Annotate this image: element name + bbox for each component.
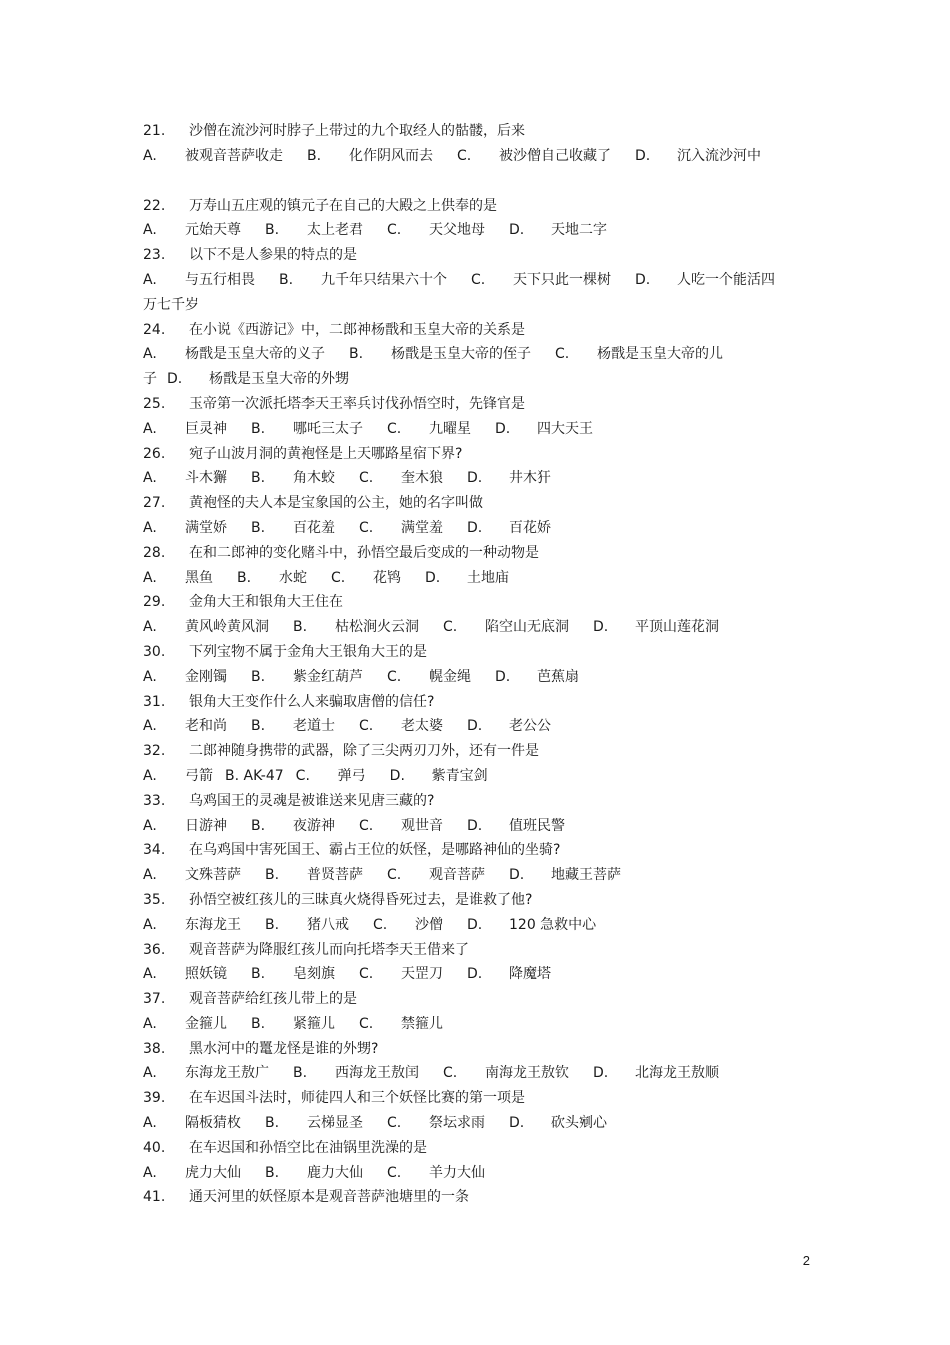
question-40-options: A. 虎力大仙 B. 鹿力大仙 C. 羊力大仙 <box>143 1164 485 1181</box>
question-33-options: A. 日游神 B. 夜游神 C. 观世音 D. 值班民警 <box>143 817 565 834</box>
question-37: 37. 观音菩萨给红孩儿带上的是 <box>143 991 357 1008</box>
question-31-options: A. 老和尚 B. 老道士 C. 老太婆 D. 老公公 <box>143 718 551 735</box>
question-27: 27. 黄袍怪的夫人本是宝象国的公主，她的名字叫做 <box>143 495 483 512</box>
question-22-options: A. 元始天尊 B. 太上老君 C. 天父地母 D. 天地二字 <box>143 222 607 239</box>
question-34: 34. 在乌鸡国中害死国王、霸占王位的妖怪，是哪路神仙的坐骑? <box>143 842 561 859</box>
question-list <box>143 119 803 1210</box>
question-29-options: A. 黄风岭黄风洞 B. 枯松涧火云洞 C. 陷空山无底洞 D. 平顶山莲花洞 <box>143 619 719 636</box>
question-33: 33. 乌鸡国王的灵魂是被谁送来见唐三藏的? <box>143 792 435 809</box>
question-28: 28. 在和二郎神的变化赌斗中，孙悟空最后变成的一种动物是 <box>143 544 539 561</box>
question-23: 23. 以下不是人参果的特点的是 <box>143 247 357 264</box>
question-30-options: A. 金刚镯 B. 紫金红葫芦 C. 幌金绳 D. 芭蕉扇 <box>143 668 579 685</box>
question-41: 41. 通天河里的妖怪原本是观音菩萨池塘里的一条 <box>143 1189 469 1206</box>
question-27-options: A. 满堂娇 B. 百花羞 C. 满堂羞 D. 百花娇 <box>143 519 551 536</box>
question-38-options: A. 东海龙王敖广 B. 西海龙王敖闰 C. 南海龙王敖钦 D. 北海龙王敖顺 <box>143 1065 719 1082</box>
question-30: 30. 下列宝物不属于金角大王银角大王的是 <box>143 643 427 660</box>
question-23-options: A. 与五行相畏 B. 九千年只结果六十个 C. 天下只此一棵树 D. 人吃一个能活四 <box>143 271 775 288</box>
question-21-options: A. 被观音菩萨收走 B. 化作阴风而去 C. 被沙僧自己收藏了 D. 沉入流沙河中 <box>143 147 761 164</box>
question-32-options: A. 弓箭 B. AK-47 C. 弹弓 D. 紫青宝剑 <box>143 767 488 784</box>
question-37-options: A. 金箍儿 B. 紧箍儿 C. 禁箍儿 <box>143 1015 443 1032</box>
question-28-options: A. 黑鱼 B. 水蛇 C. 花鸨 D. 土地庙 <box>143 569 509 586</box>
question-26-options: A. 斗木獬 B. 角木蛟 C. 奎木狼 D. 井木犴 <box>143 470 551 487</box>
question-22: 22. 万寿山五庄观的镇元子在自己的大殿之上供奉的是 <box>143 197 497 214</box>
question-35-options: A. 东海龙王 B. 猪八戒 C. 沙僧 D. 120 急救中心 <box>143 916 597 933</box>
question-35: 35. 孙悟空被红孩儿的三昧真火烧得昏死过去，是谁救了他? <box>143 891 533 908</box>
question-23-options-continued: 万七千岁 <box>143 296 199 313</box>
question-31: 31. 银角大王变作什么人来骗取唐僧的信任? <box>143 693 435 710</box>
question-24-options: A. 杨戬是玉皇大帝的义子 B. 杨戬是玉皇大帝的侄子 C. 杨戬是玉皇大帝的儿 <box>143 346 723 363</box>
question-39: 39. 在车迟国斗法时，师徒四人和三个妖怪比赛的第一项是 <box>143 1090 525 1107</box>
question-25-options: A. 巨灵神 B. 哪吒三太子 C. 九曜星 D. 四大天王 <box>143 420 593 437</box>
question-32: 32. 二郎神随身携带的武器，除了三尖两刃刀外，还有一件是 <box>143 743 539 760</box>
question-25: 25. 玉帝第一次派托塔李天王率兵讨伐孙悟空时，先锋官是 <box>143 395 525 412</box>
page-number: 2 <box>802 1253 810 1268</box>
question-26: 26. 宛子山波月洞的黄袍怪是上天哪路星宿下界? <box>143 445 463 462</box>
question-40: 40. 在车迟国和孙悟空比在油锅里洗澡的是 <box>143 1139 427 1156</box>
question-29: 29. 金角大王和银角大王住在 <box>143 594 343 611</box>
question-34-options: A. 文殊菩萨 B. 普贤菩萨 C. 观音菩萨 D. 地藏王菩萨 <box>143 867 621 884</box>
question-39-options: A. 隔板猜枚 B. 云梯显圣 C. 祭坛求雨 D. 砍头剜心 <box>143 1115 607 1132</box>
spacer <box>143 169 803 194</box>
question-24-options-continued: 子 D. 杨戬是玉皇大帝的外甥 <box>143 371 349 388</box>
question-38: 38. 黑水河中的鼍龙怪是谁的外甥? <box>143 1040 379 1057</box>
question-36-options: A. 照妖镜 B. 皂刻旗 C. 天罡刀 D. 降魔塔 <box>143 966 551 983</box>
question-36: 36. 观音菩萨为降服红孩儿而向托塔李天王借来了 <box>143 941 469 958</box>
question-21: 21. 沙僧在流沙河时脖子上带过的九个取经人的骷髅，后来 <box>143 123 525 139</box>
question-24: 24. 在小说《西游记》中，二郎神杨戬和玉皇大帝的关系是 <box>143 321 525 338</box>
